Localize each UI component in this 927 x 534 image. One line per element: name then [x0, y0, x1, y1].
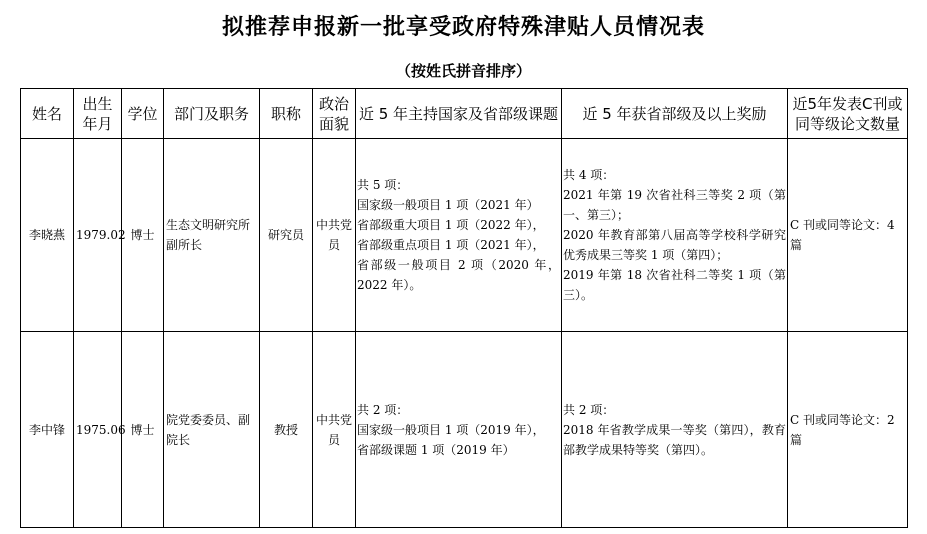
header-papers: 近5年发表C刊或同等级论文数量	[788, 89, 908, 139]
document-subtitle: （按姓氏拼音排序）	[395, 62, 531, 80]
table-row	[21, 332, 908, 528]
cell-projects: 共 5 项： 国家级一般项目 1 项（2021 年） 省部级重大项目 1 项（2022 年）， 省部级重点项目 1 项（2021 年）， 省部级一般项目 2 项（2020 年，2022 年）。	[356, 139, 562, 332]
table-row	[21, 139, 908, 332]
header-title: 职称	[260, 89, 313, 139]
cell-projects: 共 2 项： 国家级一般项目 1 项（2019 年）， 省部级课题 1 项（2019 年）	[356, 332, 562, 528]
cell-political: 中共党员	[313, 332, 356, 528]
cell-awards: 共 4 项： 2021 年第 19 次省社科三等奖 2 项（第一、第三）； 2020 年教育部第八届高等学校科学研究优秀成果三等奖 1 项（第四）； 2019 年第 18 次省社科二等奖 1 项（第三）。	[562, 139, 788, 332]
header-row	[21, 89, 908, 139]
cell-papers: C 刊或同等论文：4 篇	[788, 139, 908, 332]
cell-degree: 博士	[122, 139, 164, 332]
header-name: 姓名	[21, 89, 74, 139]
cell-degree: 博士	[122, 332, 164, 528]
header-birth: 出生年月	[74, 89, 122, 139]
header-dept: 部门及职务	[164, 89, 260, 139]
header-awards: 近 5 年获省部级及以上奖励	[562, 89, 788, 139]
cell-dept: 生态文明研究所副所长	[164, 139, 260, 332]
header-projects: 近 5 年主持国家及省部级课题	[356, 89, 562, 139]
cell-awards: 共 2 项： 2018 年省教学成果一等奖（第四），教育部教学成果特等奖（第四）。	[562, 332, 788, 528]
cell-name: 李中锋	[21, 332, 74, 528]
header-degree: 学位	[122, 89, 164, 139]
document-title: 拟推荐申报新一批享受政府特殊津贴人员情况表	[221, 15, 705, 40]
cell-papers: C 刊或同等论文：2 篇	[788, 332, 908, 528]
personnel-table	[20, 88, 908, 528]
cell-name: 李晓燕	[21, 139, 74, 332]
cell-title: 研究员	[260, 139, 313, 332]
cell-dept: 院党委委员、副院长	[164, 332, 260, 528]
cell-birth: 1979.02	[74, 139, 122, 332]
header-political: 政治面貌	[313, 89, 356, 139]
cell-political: 中共党员	[313, 139, 356, 332]
cell-title: 教授	[260, 332, 313, 528]
cell-birth: 1975.06	[74, 332, 122, 528]
